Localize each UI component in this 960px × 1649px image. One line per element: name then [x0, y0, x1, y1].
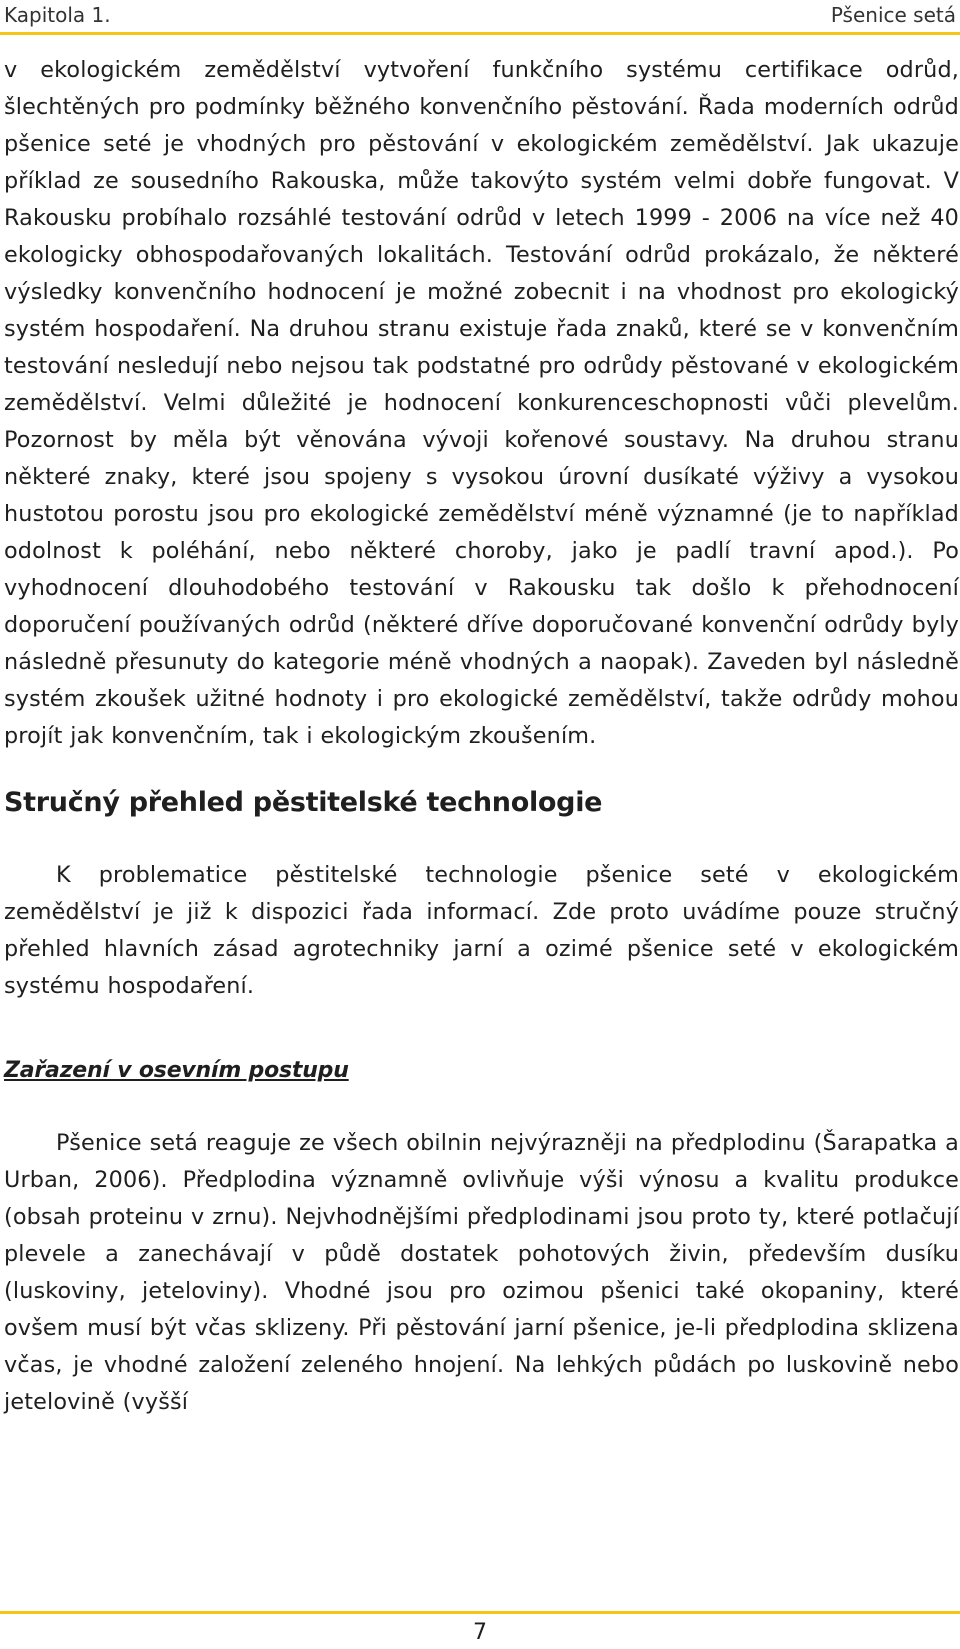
running-header — [4, 0, 956, 30]
subsection-heading: Zařazení v osevním postupu — [4, 1058, 349, 1083]
page-number: 7 — [473, 1620, 487, 1645]
header-divider — [0, 32, 960, 35]
section-heading: Stručný přehled pěstitelské technologie — [4, 787, 603, 818]
page-content — [4, 52, 959, 1421]
body-paragraph-3: Pšenice setá reaguje ze všech obilnin nejvýrazněji na předplodinu (Šarapatka a Urban, 2006). Předplodina významně ovlivňuje výši výnosu a kvalitu produkce (obsah proteinu v zrnu). Nejvhodnějšími předplodinami jsou proto ty, které potlačují plevele a zanechávají v půdě dostatek pohotových živin, především dusíku (luskoviny, jeteloviny). Vhodné jsou pro ozimou pšenici také okopaniny, které ovšem musí být včas sklizeny. Při pěstování jarní pšenice, je-li předplodina sklizena včas, je vhodné založení zeleného hnojení. Na lehkých půdách po luskovině nebo jetelovině (vyšší — [4, 1130, 959, 1415]
chapter-label: Kapitola 1. — [4, 3, 111, 27]
running-title: Pšenice setá — [830, 3, 956, 27]
footer-divider — [0, 1611, 960, 1614]
body-paragraph-2: K problematice pěstitelské technologie pšenice seté v ekologickém zemědělství je již k dispozici řada informací. Zde proto uvádíme pouze stručný přehled hlavních zásad agrotechniky jarní a ozimé pšenice seté v ekologickém systému hospodaření. — [4, 862, 959, 999]
body-paragraph-1: v ekologickém zemědělství vytvoření funkčního systému certifikace odrůd, šlechtěných pro podmínky běžného konvenčního pěstování. Řada moderních odrůd pšenice seté je vhodných pro pěstování v ekologickém zemědělství. Jak ukazuje příklad ze sousedního Rakouska, může takovýto systém velmi dobře fungovat. V Rakousku probíhalo rozsáhlé testování odrůd v letech 1999 - 2006 na více než 40 ekologicky obhospodařovaných lokalitách. Testování odrůd prokázalo, že některé výsledky konvenčního hodnocení je možné zobecnit i na vhodnost pro ekologický systém hospodaření. Na druhou stranu existuje řada znaků, které se v konvenčním testování nesledují nebo nejsou tak podstatné pro odrůdy pěstované v ekologickém zemědělství. Velmi důležité je hodnocení konkurenceschopnosti vůči plevelům. Pozornost by měla být věnována vývoji kořenové soustavy. Na druhou stranu některé znaky, které jsou spojeny s vysokou úrovní dusíkaté výživy a vysokou hustotou porostu jsou pro ekologické zemědělství méně významné (je to například odolnost k poléhání, nebo některé choroby, jako je padlí travní apod.). Po vyhodnocení dlouhodobého testování v Rakousku tak došlo k přehodnocení doporučení používaných odrůd (některé dříve doporučované konvenční odrůdy byly následně přesunuty do kategorie méně vhodných a naopak). Zaveden byl následně systém zkoušek užitné hodnoty i pro ekologické zemědělství, takže odrůdy mohou projít jak konvenčním, tak i ekologickým zkoušením. — [4, 57, 959, 749]
